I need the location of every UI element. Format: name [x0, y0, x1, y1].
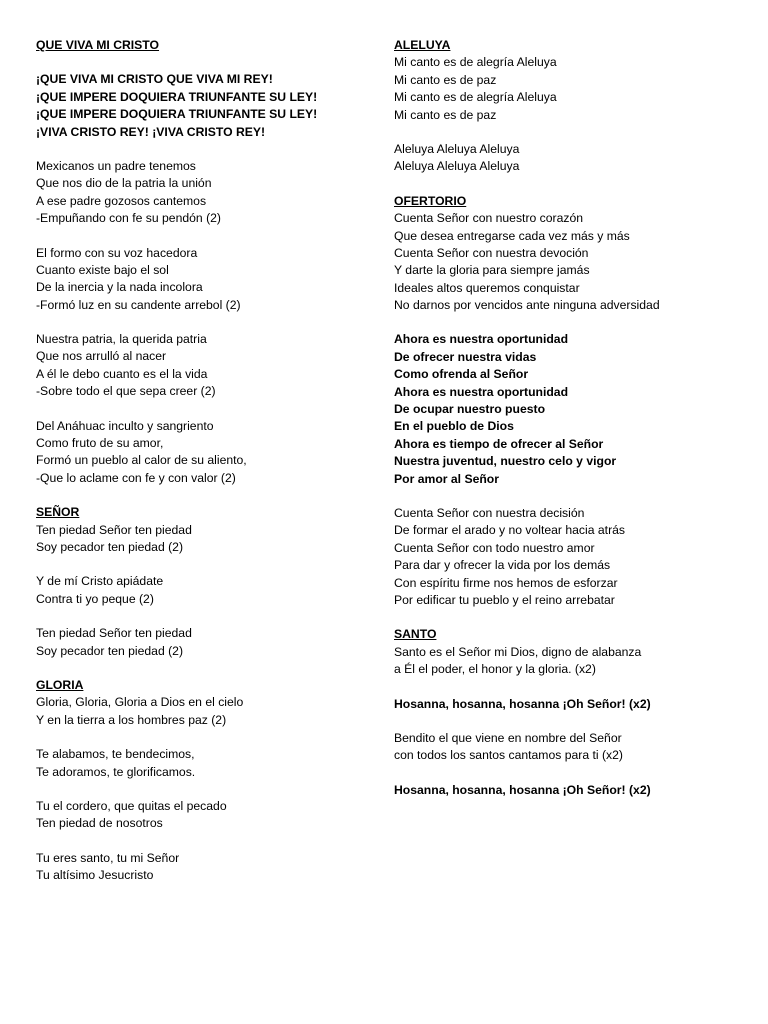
lyric-line: Cuenta Señor con nuestra decisión — [394, 505, 585, 520]
section-heading: GLORIA — [36, 677, 84, 692]
lyric-line: Por edificar tu pueblo y el reino arrebatar — [394, 592, 615, 607]
lyric-line: Ten piedad de nosotros — [36, 816, 163, 831]
section-heading: QUE VIVA MI CRISTO — [36, 38, 160, 52]
lyric-line: Que nos arrulló al nacer — [36, 349, 167, 364]
left-column — [36, 37, 366, 884]
lyric-line: Del Anáhuac inculto y sangriento — [36, 418, 214, 433]
lyric-line: Para dar y ofrecer la vida por los demás — [394, 558, 611, 573]
lyric-line: Soy pecador ten piedad (2) — [36, 539, 184, 554]
lyric-line: Cuenta Señor con nuestra devoción — [394, 245, 589, 260]
lyric-line: Gloria, Gloria, Gloria a Dios en el cielo — [36, 695, 244, 710]
lyric-line: Mi canto es de paz — [394, 107, 497, 122]
stanza — [36, 798, 366, 833]
lyric-line: Mi canto es de alegría Aleluya — [394, 90, 557, 105]
stanza — [36, 245, 366, 315]
lyric-line: De formar el arado y no voltear hacia atrás — [394, 523, 625, 538]
stanza — [36, 850, 366, 885]
lyric-line: Cuenta Señor con nuestro corazón — [394, 211, 584, 226]
stanza — [36, 677, 366, 729]
lyric-line: Nuestra juventud, nuestro celo y vigor — [394, 454, 617, 469]
lyric-line: Y de mí Cristo apiádate — [36, 574, 164, 589]
stanza — [36, 504, 366, 556]
lyric-line: Soy pecador ten piedad (2) — [36, 643, 184, 658]
lyric-line: A ese padre gozosos cantemos — [36, 193, 207, 208]
section-heading: ALELUYA — [394, 38, 451, 52]
lyric-line: Te alabamos, te bendecimos, — [36, 747, 195, 762]
lyric-line: De ofrecer nuestra vidas — [394, 349, 537, 364]
stanza — [36, 331, 366, 401]
lyric-line: Aleluya Aleluya Aleluya — [394, 141, 520, 156]
stanza — [36, 37, 366, 54]
lyric-line: Ahora es tiempo de ofrecer al Señor — [394, 436, 604, 451]
lyric-line: Santo es el Señor mi Dios, digno de alabanza — [394, 644, 642, 659]
lyric-line: Ten piedad Señor ten piedad — [36, 626, 192, 641]
lyric-line: Cuenta Señor con todo nuestro amor — [394, 540, 595, 555]
lyric-line: De la inercia y la nada incolora — [36, 280, 203, 295]
stanza — [36, 71, 366, 141]
lyric-line: Mexicanos un padre tenemos — [36, 158, 196, 173]
stanza — [394, 37, 754, 124]
stanza — [394, 505, 754, 609]
lyric-line: Tu altísimo Jesucristo — [36, 868, 154, 883]
lyric-line: -Que lo aclame con fe y con valor (2) — [36, 470, 236, 485]
lyric-line: Como ofrenda al Señor — [394, 367, 529, 382]
lyric-line: -Sobre todo el que sepa creer (2) — [36, 384, 216, 399]
lyric-line: Ahora es nuestra oportunidad — [394, 332, 569, 347]
lyric-line: Ahora es nuestra oportunidad — [394, 384, 569, 399]
lyric-line: No darnos por vencidos ante ninguna adversidad — [394, 298, 660, 313]
lyric-line: Por amor al Señor — [394, 471, 499, 486]
lyric-line: Formó un pueblo al calor de su aliento, — [36, 453, 247, 468]
lyric-line: Ideales altos queremos conquistar — [394, 280, 580, 295]
stanza — [394, 696, 754, 713]
stanza — [36, 418, 366, 488]
lyric-line: con todos los santos cantamos para ti (x2) — [394, 748, 623, 763]
lyric-line: Como fruto de su amor, — [36, 436, 164, 451]
lyric-line: Tu eres santo, tu mi Señor — [36, 850, 180, 865]
stanza — [36, 573, 366, 608]
lyric-line: En el pueblo de Dios — [394, 419, 514, 434]
stanza — [394, 626, 754, 678]
lyric-line: Cuanto existe bajo el sol — [36, 262, 169, 277]
lyric-line: A él le debo cuanto es el la vida — [36, 366, 208, 381]
lyric-line: Con espíritu firme nos hemos de esforzar — [394, 575, 618, 590]
lyric-line: Mi canto es de paz — [394, 72, 497, 87]
lyric-line: ¡QUE IMPERE DOQUIERA TRIUNFANTE SU LEY! — [36, 89, 318, 104]
lyric-line: Aleluya Aleluya Aleluya — [394, 159, 520, 174]
lyric-line: Hosanna, hosanna, hosanna ¡Oh Señor! (x2) — [394, 782, 651, 797]
lyric-line: Ten piedad Señor ten piedad — [36, 522, 192, 537]
stanza — [36, 625, 366, 660]
section-heading: SEÑOR — [36, 505, 80, 520]
lyric-line: Que desea entregarse cada vez más y más — [394, 228, 630, 243]
stanza — [36, 746, 366, 781]
stanza — [394, 782, 754, 799]
lyric-line: Y en la tierra a los hombres paz (2) — [36, 712, 227, 727]
lyric-line: Bendito el que viene en nombre del Señor — [394, 730, 622, 745]
lyric-line: Que nos dio de la patria la unión — [36, 176, 212, 191]
lyric-line: ¡QUE VIVA MI CRISTO QUE VIVA MI REY! — [36, 72, 273, 87]
lyric-line: -Empuñando con fe su pendón (2) — [36, 211, 221, 226]
stanza — [394, 141, 754, 176]
lyric-line: Y darte la gloria para siempre jamás — [394, 263, 590, 278]
lyric-line: Contra ti yo peque (2) — [36, 591, 154, 606]
section-heading: SANTO — [394, 627, 437, 642]
lyric-line: ¡VIVA CRISTO REY! ¡VIVA CRISTO REY! — [36, 124, 266, 139]
lyric-line: Tu el cordero, que quitas el pecado — [36, 798, 227, 813]
lyric-line: Mi canto es de alegría Aleluya — [394, 55, 557, 70]
section-heading: OFERTORIO — [394, 193, 467, 208]
lyric-line: Nuestra patria, la querida patria — [36, 332, 207, 347]
stanza — [394, 331, 754, 488]
stanza — [394, 193, 754, 315]
lyric-line: a Él el poder, el honor y la gloria. (x2) — [394, 662, 596, 677]
stanza — [36, 158, 366, 228]
lyric-line: ¡QUE IMPERE DOQUIERA TRIUNFANTE SU LEY! — [36, 107, 318, 122]
lyric-line: De ocupar nuestro puesto — [394, 402, 546, 417]
lyric-line: -Formó luz en su candente arrebol (2) — [36, 297, 241, 312]
stanza — [394, 730, 754, 765]
right-column — [394, 37, 754, 799]
lyric-line: Hosanna, hosanna, hosanna ¡Oh Señor! (x2) — [394, 696, 651, 711]
lyric-line: Te adoramos, te glorificamos. — [36, 764, 196, 779]
lyric-line: El formo con su voz hacedora — [36, 245, 198, 260]
